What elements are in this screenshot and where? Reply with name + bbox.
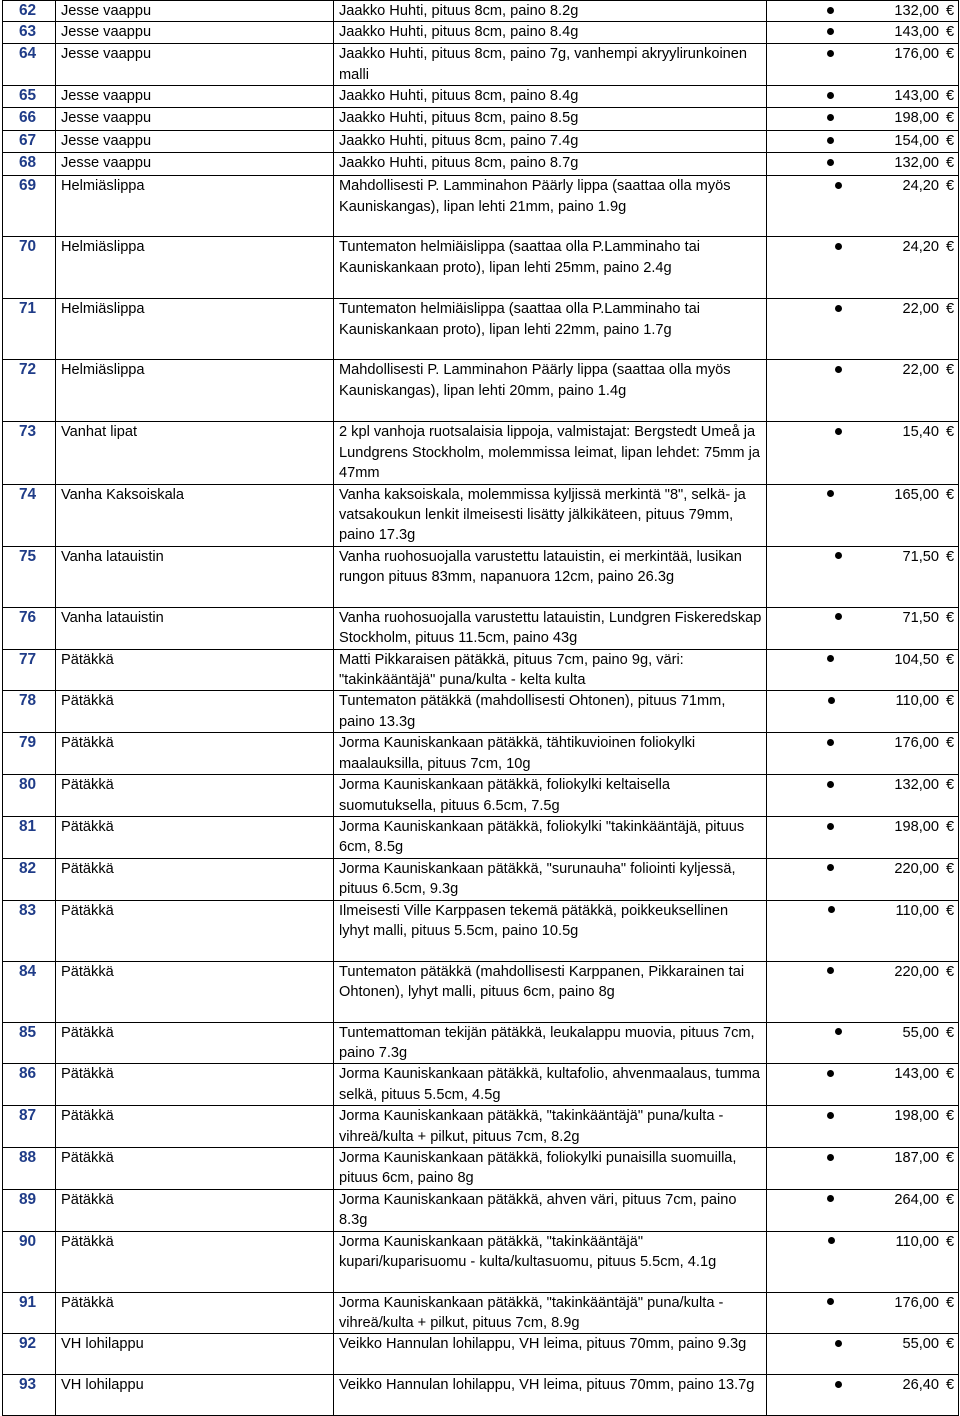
lot-price: 220,00: [894, 963, 939, 980]
lot-row: [3, 1292, 959, 1334]
euro-sign: €: [945, 735, 955, 752]
lot-description: Mahdollisesti P. Lamminahon Päärly lippa (saattaa olla myös Kauniskangas), lipan lehti 20mm, paino 1.4g: [334, 360, 767, 422]
lot-category: Pätäkkä: [56, 858, 334, 900]
euro-sign: €: [945, 24, 955, 41]
lot-price-cell: [767, 546, 959, 607]
lot-description: Jorma Kauniskankaan pätäkkä, "takinkääntäjä" puna/kulta - vihreä/kulta + pilkut, pituus 7cm, 8.9g: [334, 1292, 767, 1334]
lot-row: [3, 961, 959, 1022]
lot-description: Jorma Kauniskankaan pätäkkä, kultafolio, ahvenmaalaus, tumma selkä, pituus 5.5cm, 4.5g: [334, 1064, 767, 1106]
lot-number: 84: [3, 961, 56, 1022]
lot-price-cell: [767, 775, 959, 817]
lot-category: Pätäkkä: [56, 649, 334, 691]
bullet-icon: [828, 697, 835, 704]
lot-price: 143,00: [894, 24, 939, 41]
euro-sign: €: [945, 548, 955, 565]
lot-price: 22,00: [902, 301, 939, 318]
lot-price-cell: [767, 607, 959, 649]
lot-row: [3, 1231, 959, 1292]
euro-sign: €: [945, 155, 955, 172]
lot-description: Jaakko Huhti, pituus 8cm, paino 8.4g: [334, 86, 767, 108]
lot-price-cell: [767, 961, 959, 1022]
euro-sign: €: [945, 88, 955, 105]
lot-row: [3, 1064, 959, 1106]
lot-price: 165,00: [894, 486, 939, 503]
euro-sign: €: [945, 1024, 955, 1041]
lot-number: 88: [3, 1147, 56, 1189]
lot-row: [3, 1375, 959, 1416]
bullet-icon: [827, 92, 834, 99]
bullet-icon: [827, 28, 834, 35]
bullet-icon: [827, 159, 834, 166]
lot-row: [3, 1147, 959, 1189]
bullet-icon: [827, 50, 834, 57]
bullet-icon: [827, 823, 834, 830]
lot-row: [3, 900, 959, 961]
lot-category: Pätäkkä: [56, 1147, 334, 1189]
lot-price-cell: [767, 484, 959, 546]
lot-price: 220,00: [894, 860, 939, 877]
lot-row: [3, 484, 959, 546]
euro-sign: €: [945, 362, 955, 379]
lot-number: 77: [3, 649, 56, 691]
lot-category: Pätäkkä: [56, 1106, 334, 1148]
lot-description: Tuntematon pätäkkä (mahdollisesti Ohtonen), pituus 71mm, paino 13.3g: [334, 691, 767, 733]
bullet-icon: [828, 906, 835, 913]
lot-number: 66: [3, 108, 56, 131]
lot-price: 110,00: [895, 693, 939, 710]
lot-category: VH lohilappu: [56, 1334, 334, 1375]
lot-description: Jaakko Huhti, pituus 8cm, paino 8.7g: [334, 153, 767, 176]
lot-category: Jesse vaappu: [56, 22, 334, 44]
lot-number: 79: [3, 733, 56, 775]
lot-price: 143,00: [894, 1066, 939, 1083]
lot-row: [3, 775, 959, 817]
lot-row: [3, 86, 959, 108]
lot-price-cell: [767, 44, 959, 86]
lot-price-cell: [767, 733, 959, 775]
lot-row: [3, 691, 959, 733]
lot-description: Vanha ruohosuojalla varustettu latauistin, Lundgren Fiskeredskap Stockholm, pituus 11.5cm, paino 43g: [334, 607, 767, 649]
euro-sign: €: [945, 902, 955, 919]
bullet-icon: [827, 1154, 834, 1161]
lot-number: 87: [3, 1106, 56, 1148]
lot-description: Jaakko Huhti, pituus 8cm, paino 8.4g: [334, 22, 767, 44]
euro-sign: €: [945, 693, 955, 710]
lot-row: [3, 607, 959, 649]
euro-sign: €: [945, 486, 955, 503]
bullet-icon: [835, 305, 842, 312]
lot-category: Pätäkkä: [56, 1064, 334, 1106]
lot-description: Ilmeisesti Ville Karppasen tekemä pätäkkä, poikkeuksellinen lyhyt malli, pituus 5.5cm, paino 10.5g: [334, 900, 767, 961]
lot-price-cell: [767, 1375, 959, 1416]
bullet-icon: [835, 613, 842, 620]
lot-description: Jorma Kauniskankaan pätäkkä, foliokylki "takinkääntäjä, pituus 6cm, 8.5g: [334, 816, 767, 858]
lot-description: Jaakko Huhti, pituus 8cm, paino 7.4g: [334, 131, 767, 153]
lot-description: Tuntematon pätäkkä (mahdollisesti Karppanen, Pikkarainen tai Ohtonen), lyhyt malli, pituus 6cm, paino 8g: [334, 961, 767, 1022]
lot-category: Vanhat lipat: [56, 422, 334, 484]
lot-price-cell: [767, 22, 959, 44]
lot-price-cell: [767, 176, 959, 237]
lot-price-cell: [767, 1334, 959, 1375]
bullet-icon: [835, 552, 842, 559]
lot-price-cell: [767, 1292, 959, 1334]
lot-price: 176,00: [894, 735, 939, 752]
lot-description: Tuntematon helmiäislippa (saattaa olla P.Lamminaho tai Kauniskankaan proto), lipan lehti 25mm, paino 2.4g: [334, 237, 767, 299]
lot-price: 110,00: [895, 1233, 939, 1250]
bullet-icon: [835, 243, 842, 250]
lot-number: 63: [3, 22, 56, 44]
lot-description: Jorma Kauniskankaan pätäkkä, "takinkääntäjä" puna/kulta - vihreä/kulta + pilkut, pituus 7cm, 8.2g: [334, 1106, 767, 1148]
lot-category: Pätäkkä: [56, 961, 334, 1022]
lot-row: [3, 1022, 959, 1064]
lot-description: 2 kpl vanhoja ruotsalaisia lippoja, valmistajat: Bergstedt Umeå ja Lundgrens Stockholm, molemmissa leimat, lipan lehdet: 75mm ja 47mm: [334, 422, 767, 484]
lot-category: Jesse vaappu: [56, 153, 334, 176]
bullet-icon: [835, 428, 842, 435]
lot-price: 154,00: [894, 133, 939, 150]
bullet-icon: [835, 1028, 842, 1035]
lot-description: Veikko Hannulan lohilappu, VH leima, pituus 70mm, paino 13.7g: [334, 1375, 767, 1416]
lot-category: Helmiäslippa: [56, 299, 334, 360]
lot-category: Jesse vaappu: [56, 131, 334, 153]
lot-number: 83: [3, 900, 56, 961]
lot-description: Mahdollisesti P. Lamminahon Päärly lippa (saattaa olla myös Kauniskangas), lipan lehti 21mm, paino 1.9g: [334, 176, 767, 237]
lot-price: 132,00: [894, 155, 939, 172]
lot-row: [3, 546, 959, 607]
lot-price-cell: [767, 1064, 959, 1106]
lot-price: 187,00: [894, 1149, 939, 1166]
lot-price: 264,00: [894, 1191, 939, 1208]
euro-sign: €: [945, 1066, 955, 1083]
bullet-icon: [828, 1237, 835, 1244]
lot-number: 70: [3, 237, 56, 299]
lot-category: Helmiäslippa: [56, 237, 334, 299]
lot-description: Jorma Kauniskankaan pätäkkä, foliokylki keltaisella suomutuksella, pituus 6.5cm, 7.5g: [334, 775, 767, 817]
lot-number: 91: [3, 1292, 56, 1334]
euro-sign: €: [945, 1108, 955, 1125]
lot-price-cell: [767, 1189, 959, 1231]
lot-row: [3, 299, 959, 360]
bullet-icon: [827, 967, 834, 974]
lot-category: Pätäkkä: [56, 816, 334, 858]
lot-number: 68: [3, 153, 56, 176]
lot-price: 24,20: [902, 239, 939, 256]
lot-price: 15,40: [902, 424, 939, 441]
euro-sign: €: [945, 1191, 955, 1208]
lot-number: 90: [3, 1231, 56, 1292]
lot-price-cell: [767, 108, 959, 131]
lot-row: [3, 816, 959, 858]
lot-description: Vanha ruohosuojalla varustettu latauistin, ei merkintää, lusikan rungon pituus 83mm, napanuora 12cm, paino 26.3g: [334, 546, 767, 607]
lot-description: Tuntematon helmiäislippa (saattaa olla P.Lamminaho tai Kauniskankaan proto), lipan lehti 22mm, paino 1.7g: [334, 299, 767, 360]
lot-price: 110,00: [895, 902, 939, 919]
lot-category: Pätäkkä: [56, 1189, 334, 1231]
euro-sign: €: [945, 1377, 955, 1394]
lot-row: [3, 858, 959, 900]
lot-row: [3, 422, 959, 484]
euro-sign: €: [945, 1294, 955, 1311]
bullet-icon: [827, 1298, 834, 1305]
bullet-icon: [835, 366, 842, 373]
lot-category: Vanha Kaksoiskala: [56, 484, 334, 546]
lot-rows: [3, 1, 959, 1416]
lot-price: 71,50: [902, 609, 939, 626]
euro-sign: €: [945, 133, 955, 150]
lot-price: 55,00: [902, 1336, 939, 1353]
bullet-icon: [827, 1112, 834, 1119]
lot-category: Vanha latauistin: [56, 546, 334, 607]
euro-sign: €: [945, 178, 955, 195]
lot-price-cell: [767, 153, 959, 176]
euro-sign: €: [945, 818, 955, 835]
lot-category: Pätäkkä: [56, 775, 334, 817]
lot-category: Pätäkkä: [56, 1231, 334, 1292]
lot-description: Jorma Kauniskankaan pätäkkä, "surunauha" foliointi kyljessä, pituus 6.5cm, 9.3g: [334, 858, 767, 900]
lot-row: [3, 1189, 959, 1231]
lot-category: Helmiäslippa: [56, 176, 334, 237]
bullet-icon: [835, 1340, 842, 1347]
lot-number: 62: [3, 1, 56, 22]
lot-category: Jesse vaappu: [56, 108, 334, 131]
lot-row: [3, 22, 959, 44]
lot-price-cell: [767, 131, 959, 153]
lot-category: VH lohilappu: [56, 1375, 334, 1416]
euro-sign: €: [945, 46, 955, 63]
bullet-icon: [827, 781, 834, 788]
lot-row: [3, 237, 959, 299]
euro-sign: €: [945, 301, 955, 318]
lot-row: [3, 733, 959, 775]
lot-price-cell: [767, 691, 959, 733]
lot-number: 73: [3, 422, 56, 484]
lot-description: Jorma Kauniskankaan pätäkkä, "takinkääntäjä" kupari/kuparisuomu - kulta/kultasuomu, pituus 5.5cm, 4.1g: [334, 1231, 767, 1292]
lot-number: 75: [3, 546, 56, 607]
euro-sign: €: [945, 1149, 955, 1166]
lot-price: 132,00: [894, 777, 939, 794]
lot-description: Jaakko Huhti, pituus 8cm, paino 7g, vanhempi akryylirunkoinen malli: [334, 44, 767, 86]
lot-number: 67: [3, 131, 56, 153]
lot-category: Pätäkkä: [56, 733, 334, 775]
euro-sign: €: [945, 1233, 955, 1250]
lot-price: 71,50: [902, 548, 939, 565]
lot-description: Jaakko Huhti, pituus 8cm, paino 8.5g: [334, 108, 767, 131]
lot-description: Jaakko Huhti, pituus 8cm, paino 8.2g: [334, 1, 767, 22]
bullet-icon: [827, 739, 834, 746]
lot-category: Jesse vaappu: [56, 1, 334, 22]
euro-sign: €: [945, 651, 955, 668]
euro-sign: €: [945, 860, 955, 877]
lot-price-cell: [767, 1, 959, 22]
euro-sign: €: [945, 239, 955, 256]
lot-table: [2, 0, 959, 1416]
euro-sign: €: [945, 1336, 955, 1353]
bullet-icon: [827, 655, 834, 662]
lot-description: Tuntemattoman tekijän pätäkkä, leukalappu muovia, pituus 7cm, paino 7.3g: [334, 1022, 767, 1064]
lot-row: [3, 108, 959, 131]
lot-price-cell: [767, 1106, 959, 1148]
lot-price-cell: [767, 900, 959, 961]
lot-row: [3, 360, 959, 422]
euro-sign: €: [945, 609, 955, 626]
lot-row: [3, 1106, 959, 1148]
bullet-icon: [827, 7, 834, 14]
euro-sign: €: [945, 110, 955, 127]
lot-price-cell: [767, 299, 959, 360]
lot-price: 198,00: [894, 1108, 939, 1125]
lot-category: Pätäkkä: [56, 1022, 334, 1064]
lot-row: [3, 44, 959, 86]
lot-description: Jorma Kauniskankaan pätäkkä, ahven väri, pituus 7cm, paino 8.3g: [334, 1189, 767, 1231]
lot-price-cell: [767, 237, 959, 299]
lot-price-cell: [767, 1022, 959, 1064]
lot-price-cell: [767, 422, 959, 484]
lot-row: [3, 649, 959, 691]
lot-number: 64: [3, 44, 56, 86]
lot-price: 176,00: [894, 46, 939, 63]
lot-price-cell: [767, 1231, 959, 1292]
lot-category: Pätäkkä: [56, 1292, 334, 1334]
lot-price: 104,50: [894, 651, 939, 668]
lot-number: 65: [3, 86, 56, 108]
lot-row: [3, 1334, 959, 1375]
lot-number: 80: [3, 775, 56, 817]
lot-category: Pätäkkä: [56, 691, 334, 733]
lot-description: Matti Pikkaraisen pätäkkä, pituus 7cm, paino 9g, väri: "takinkääntäjä" puna/kulta - kelta kulta: [334, 649, 767, 691]
lot-price: 132,00: [894, 3, 939, 19]
euro-sign: €: [945, 777, 955, 794]
bullet-icon: [835, 182, 842, 189]
euro-sign: €: [945, 963, 955, 980]
lot-price-cell: [767, 649, 959, 691]
bullet-icon: [827, 1195, 834, 1202]
lot-price: 143,00: [894, 88, 939, 105]
lot-number: 74: [3, 484, 56, 546]
lot-row: [3, 176, 959, 237]
lot-number: 89: [3, 1189, 56, 1231]
lot-row: [3, 131, 959, 153]
bullet-icon: [827, 1070, 834, 1077]
euro-sign: €: [945, 424, 955, 441]
lot-category: Vanha latauistin: [56, 607, 334, 649]
lot-price-cell: [767, 1147, 959, 1189]
bullet-icon: [827, 864, 834, 871]
lot-number: 78: [3, 691, 56, 733]
lot-number: 76: [3, 607, 56, 649]
lot-description: Jorma Kauniskankaan pätäkkä, foliokylki punaisilla suomuilla, pituus 6cm, paino 8g: [334, 1147, 767, 1189]
bullet-icon: [827, 137, 834, 144]
lot-category: Jesse vaappu: [56, 86, 334, 108]
lot-number: 93: [3, 1375, 56, 1416]
lot-row: [3, 153, 959, 176]
lot-category: Helmiäslippa: [56, 360, 334, 422]
lot-number: 69: [3, 176, 56, 237]
lot-price: 24,20: [902, 178, 939, 195]
bullet-icon: [827, 490, 834, 497]
lot-description: Jorma Kauniskankaan pätäkkä, tähtikuvioinen foliokylki maalauksilla, pituus 7cm, 10g: [334, 733, 767, 775]
bullet-icon: [827, 114, 834, 121]
lot-price: 176,00: [894, 1294, 939, 1311]
lot-description: Vanha kaksoiskala, molemmissa kyljissä merkintä "8", selkä- ja vatsakoukun lenkit ilmeisesti lisätty jälkikäteen, pituus 79mm, paino 17.3g: [334, 484, 767, 546]
lot-category: Pätäkkä: [56, 900, 334, 961]
lot-number: 85: [3, 1022, 56, 1064]
lot-number: 81: [3, 816, 56, 858]
euro-sign: €: [945, 3, 955, 19]
lot-category: Jesse vaappu: [56, 44, 334, 86]
lot-number: 86: [3, 1064, 56, 1106]
lot-price: 198,00: [894, 110, 939, 127]
lot-number: 82: [3, 858, 56, 900]
lot-price-cell: [767, 858, 959, 900]
lot-price: 55,00: [902, 1024, 939, 1041]
lot-price: 22,00: [902, 362, 939, 379]
lot-price: 26,40: [902, 1377, 939, 1394]
lot-price: 198,00: [894, 818, 939, 835]
lot-price-cell: [767, 816, 959, 858]
lot-price-cell: [767, 86, 959, 108]
lot-description: Veikko Hannulan lohilappu, VH leima, pituus 70mm, paino 9.3g: [334, 1334, 767, 1375]
lot-number: 92: [3, 1334, 56, 1375]
lot-price-cell: [767, 360, 959, 422]
lot-number: 72: [3, 360, 56, 422]
lot-row: [3, 1, 959, 22]
bullet-icon: [835, 1381, 842, 1388]
lot-number: 71: [3, 299, 56, 360]
